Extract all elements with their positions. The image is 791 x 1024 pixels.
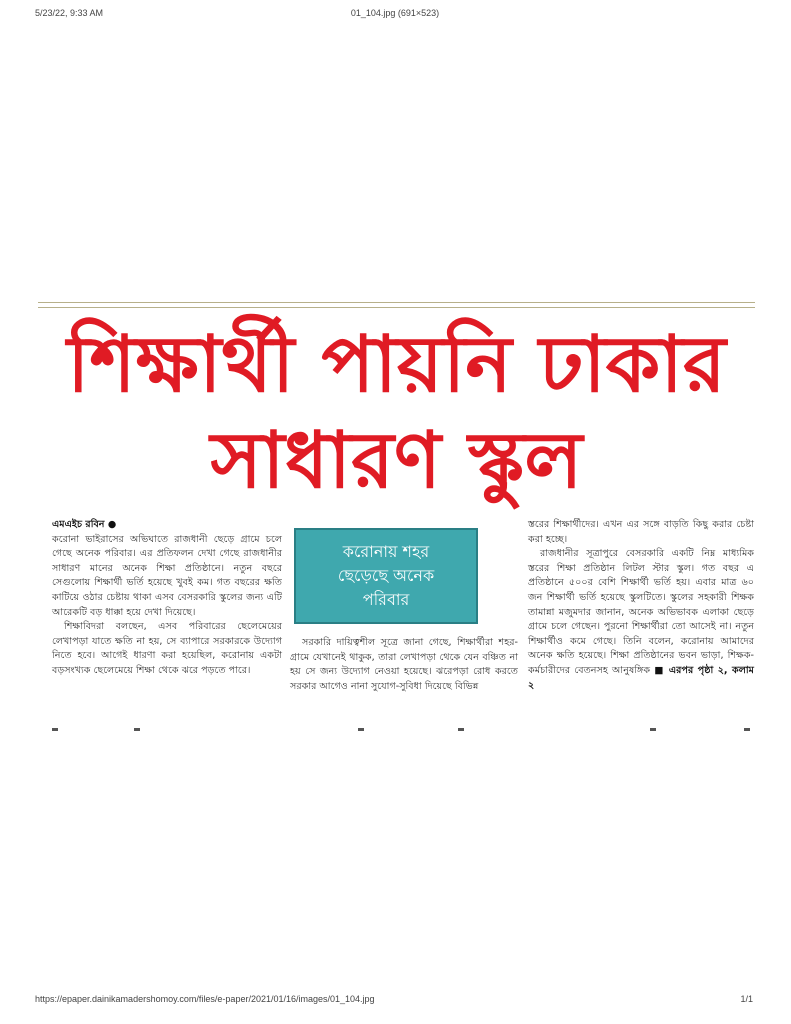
column-3-paragraph-2-text: রাজধানীর সূত্রাপুরে বেসরকারি একটি নিম্ন মাধ্যমিক স্তরের শিক্ষা প্রতিষ্ঠান লিটল স্টার স্কুল। গত বছর এ প্রতিষ্ঠানে ৫০০র বেশি শিক্ষার্থী ভর্তি হয়। এবার মাত্র ৬০ জন শিক্ষার্থী ভর্তি হয়েছে স্কুলটিতে। স্কুলের সহকারী শিক্ষক তামান্না মজুমদার জানান, অনেক অভিভাবক এলাকা ছেড়ে গ্রামে চলে গেছেন। পুরনো শিক্ষার্থীরা তো আসেই না। নতুন শিক্ষার্থীও কমে গেছে। তিনি বলেন, করোনায় আমাদের অনেক ক্ষতি হয়েছে। শিক্ষা প্রতিষ্ঠানের ভবন ভাড়া, শিক্ষক-কর্মচারীদের বেতনসহ আনুষঙ্গিক [528,548,754,676]
continued-reference: ■ এরপর পৃষ্ঠা ২, কলাম ২ [528,664,754,691]
column-1-paragraph-1: করোনা ভাইরাসের অভিঘাতে রাজধানী ছেড়ে গ্রামে চলে গেছে অনেক পরিবার। এর প্রতিফলন দেখা গেছে রাজধানীর সাধারণ মানের অনেক শিক্ষা প্রতিষ্ঠানে। নতুন বছরে সেগুলোয় শিক্ষার্থী ভর্তি হয়েছে খুবই কম। গত বছরের ক্ষতি কাটিয়ে ওঠার চেষ্টায় থাকা এসব বেসরকারি স্কুলের জন্য এটি আরেকটি বড় ধাক্কা হয়ে দেখা দিয়েছে। [52,533,282,618]
crop-marks [38,728,755,731]
pullquote-line-1: করোনায় শহর [342,542,430,561]
column-2-paragraph-1: সরকারি দায়িত্বশীল সূত্রে জানা গেছে, শিক্ষার্থীরা শহর-গ্রামে যেখানেই থাকুক, তারা লেখাপড়া থেকে যেন বঞ্চিত না হয় সে জন্য উদ্যোগ নেওয়া হয়েছে। ঝরেপড়া রোধ করতে সরকার আগেও নানা সুযোগ-সুবিধা দিয়েছে বিভিন্ন [290,637,518,692]
print-file-title: 01_104.jpg (691×523) [350,8,440,18]
column-3-paragraph-1: স্তরের শিক্ষার্থীদের। এখন এর সঙ্গে বাড়তি কিছু করার চেষ্টা করা হচ্ছে। [528,519,754,545]
crop-mark [458,728,464,731]
print-page-count: 1/1 [740,994,753,1004]
top-double-rule [38,302,755,308]
pullquote-box [294,528,478,624]
column-1-paragraph-2: শিক্ষাবিদরা বলছেন, এসব পরিবারের ছেলেমেয়ের লেখাপড়া যাতে ক্ষতি না হয়, সে ব্যাপারে সরকারকে উদ্যোগ নিতে হবে। আগেই ধারণা করা হয়েছিল, করোনায় একটা বড়সংখ্যক ছেলেমেয়ে শিক্ষা থেকে ঝরে পড়তে পারে। [52,621,282,676]
print-datetime: 5/23/22, 9:33 AM [35,8,104,18]
article-column-1 [52,518,282,679]
pullquote-line-3: পরিবার [362,590,410,609]
article-column-2 [290,636,518,694]
newspaper-clipping [38,296,755,736]
byline: এমএইচ রবিন ● [52,519,117,530]
crop-mark [358,728,364,731]
pullquote-line-2: ছেড়েছে অনেক [337,566,435,585]
article-column-3 [528,518,754,693]
column-3-paragraph-2 [528,547,754,693]
crop-mark [134,728,140,731]
headline-line-2: সাধারণ স্কুল [210,416,583,506]
crop-mark [650,728,656,731]
print-url: https://epaper.dainikamadershomoy.com/files/e-paper/2021/01/16/images/01_104.jpg [35,994,375,1004]
crop-mark [52,728,58,731]
print-header [0,8,791,22]
crop-mark [744,728,750,731]
headline-line-1: শিক্ষার্থী পায়নি ঢাকার [67,320,726,410]
print-footer [0,994,791,1008]
